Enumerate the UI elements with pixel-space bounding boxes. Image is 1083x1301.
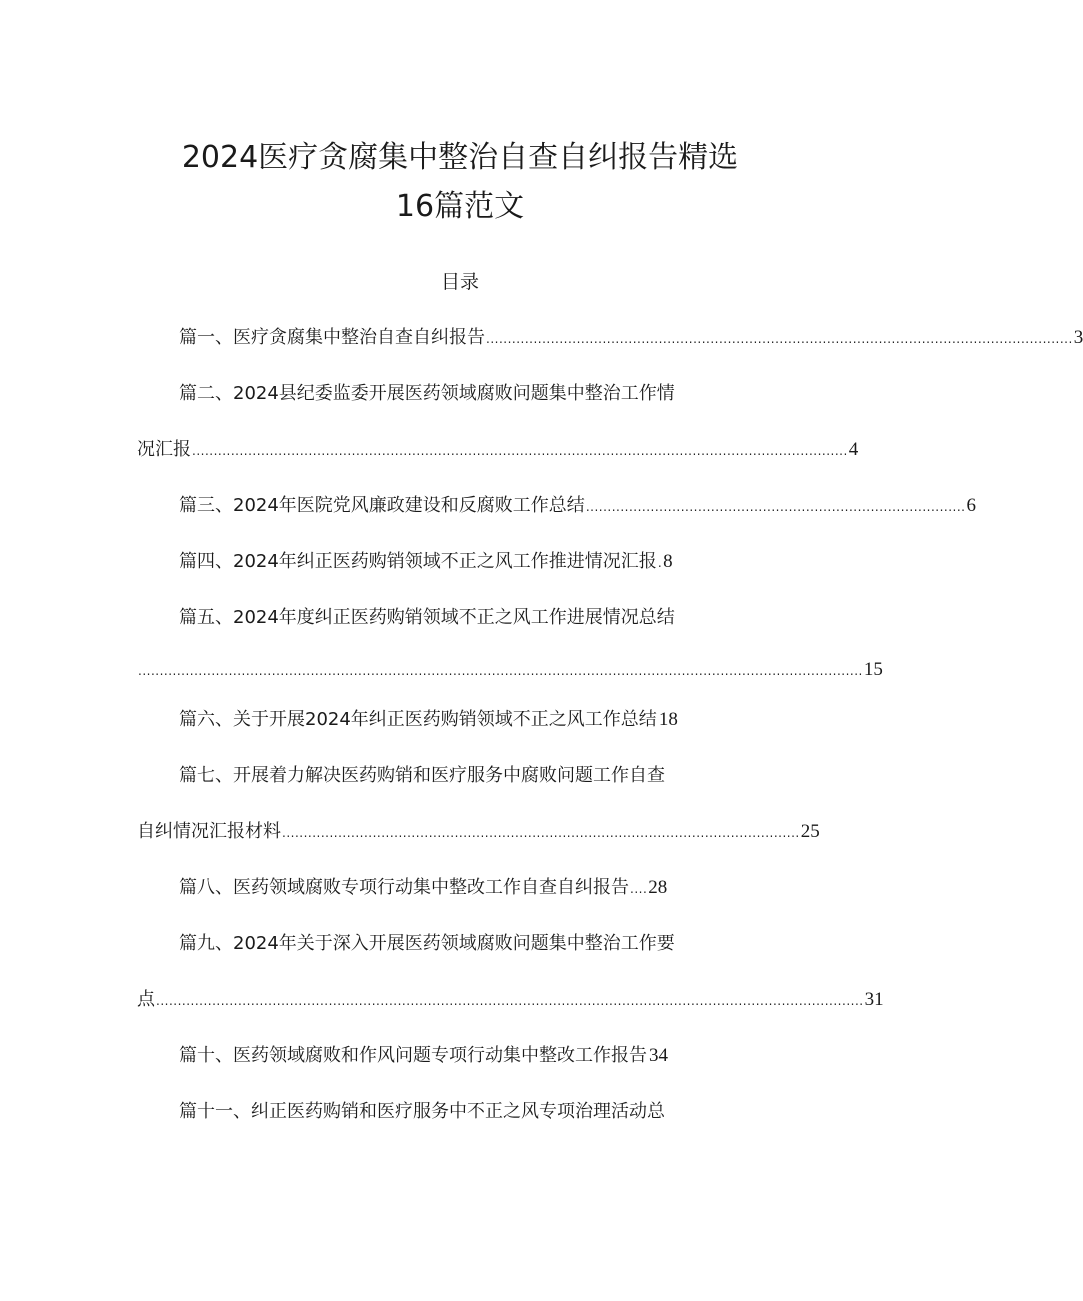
- toc-entry-title: 篇一、医疗贪腐集中整治自查自纠报告: [179, 327, 485, 348]
- toc-entry-title: 篇十一、纠正医药购销和医疗服务中不正之风专项治理活动总: [179, 1101, 665, 1122]
- toc-entry-title-continuation: 自纠情况汇报材料: [137, 821, 281, 842]
- toc-entry-5[interactable]: [179, 605, 675, 631]
- toc-entry-9-continuation[interactable]: [137, 987, 884, 1014]
- toc-entry-6[interactable]: [179, 707, 678, 733]
- toc-entry-title: 篇二、2024县纪委监委开展医药领域腐败问题集中整治工作情: [179, 383, 675, 404]
- toc-entry-7[interactable]: [179, 763, 665, 789]
- toc-leader-dots: .: [657, 556, 663, 570]
- toc-entry-title: 篇八、医药领域腐败专项行动集中整改工作自查自纠报告: [179, 877, 629, 898]
- toc-page-number: 31: [864, 989, 884, 1010]
- toc-entry-title-continuation: 点: [137, 989, 155, 1010]
- toc-entry-title-continuation: 况汇报: [137, 439, 191, 460]
- toc-page-number: 8: [663, 551, 673, 572]
- toc-leader-dots: ........................................................................................: [585, 500, 966, 514]
- toc-page-number: 15: [863, 659, 883, 680]
- toc-entry-8[interactable]: [179, 875, 667, 902]
- toc-entry-title: 篇四、2024年纠正医药购销领域不正之风工作推进情况汇报: [179, 551, 657, 572]
- toc-entry-title: 篇三、2024年医院党风廉政建设和反腐败工作总结: [179, 495, 585, 516]
- toc-entry-3[interactable]: [179, 493, 976, 520]
- toc-entry-10[interactable]: [179, 1043, 668, 1069]
- toc-entry-title: 篇十、医药领域腐败和作风问题专项行动集中整改工作报告: [179, 1045, 647, 1066]
- toc-page-number: 6: [966, 495, 976, 516]
- toc-entry-title: 篇九、2024年关于深入开展医药领域腐败问题集中整治工作要: [179, 933, 675, 954]
- toc-entry-2[interactable]: [179, 381, 675, 407]
- document-title-line2: 16篇范文: [395, 189, 525, 224]
- toc-entry-title: 篇六、关于开展2024年纠正医药购销领域不正之风工作总结: [179, 709, 657, 730]
- toc-page-number: 34: [649, 1045, 668, 1066]
- toc-entry-7-continuation[interactable]: [137, 819, 820, 846]
- toc-entry-9[interactable]: [179, 931, 675, 957]
- toc-leader-dots: ....: [630, 882, 648, 896]
- toc-page-number: 4: [848, 439, 859, 460]
- toc-entry-5-continuation[interactable]: [137, 657, 883, 684]
- toc-entry-1[interactable]: [179, 325, 1083, 352]
- toc-entry-title: 篇七、开展着力解决医药购销和医疗服务中腐败问题工作自查: [179, 765, 665, 786]
- document-title: 2024医疗贪腐集中整治自查自纠报告精选: [181, 140, 739, 175]
- toc-entry-11[interactable]: [179, 1099, 665, 1125]
- toc-leader-dots: ........................................................................................................................................: [486, 332, 1073, 346]
- toc-leader-dots: ........................................................................................................................................................: [192, 444, 848, 458]
- toc-entry-4[interactable]: [179, 549, 673, 576]
- toc-heading: 目录: [440, 271, 479, 293]
- toc-entry-title: 篇五、2024年度纠正医药购销领域不正之风工作进展情况总结: [179, 607, 675, 628]
- toc-leader-dots: ........................................................................................................................................................................: [138, 664, 863, 678]
- toc-leader-dots: ....................................................................................................................................................................: [156, 994, 864, 1008]
- toc-page-number: 25: [800, 821, 820, 842]
- toc-page-number: 3: [1073, 327, 1083, 348]
- toc-entry-2-continuation[interactable]: [137, 437, 859, 464]
- toc-leader-dots: ........................................................................................................................: [282, 826, 800, 840]
- toc-page-number: 18: [658, 709, 678, 730]
- toc-page-number: 28: [648, 877, 668, 898]
